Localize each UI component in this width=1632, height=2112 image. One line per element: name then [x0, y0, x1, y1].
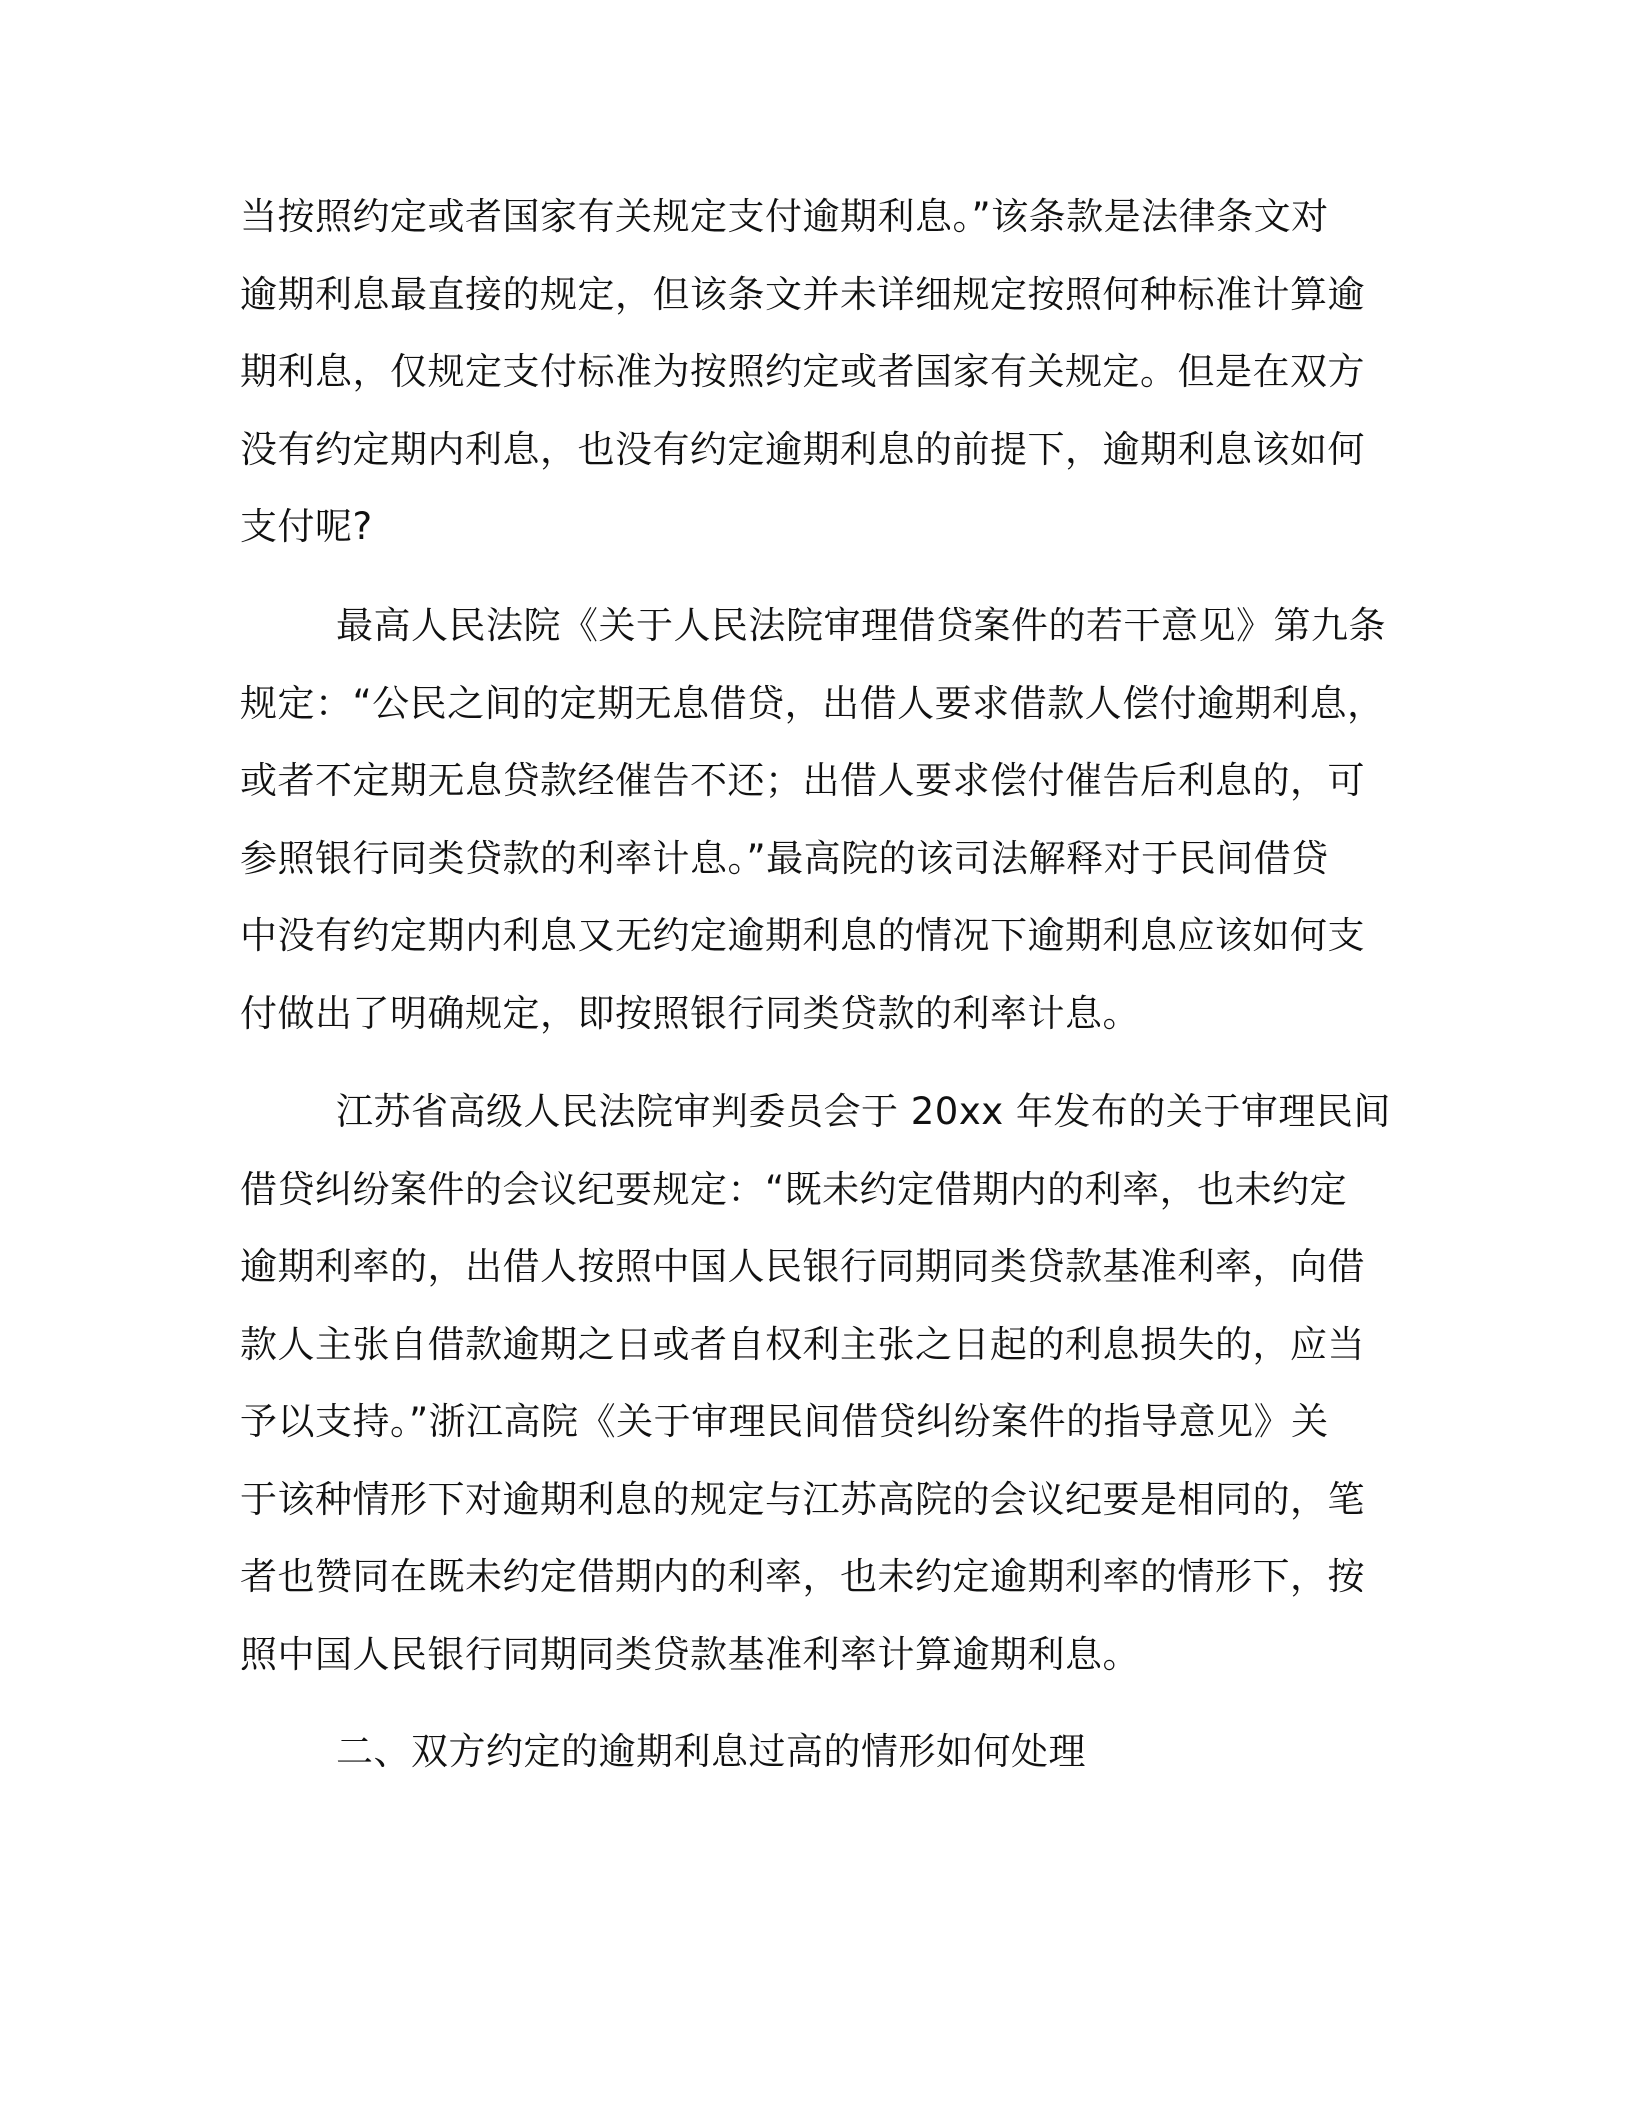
paragraph-1 — [240, 178, 1380, 566]
paragraph-line: 江苏省高级人民法院审判委员会于 20xx 年发布的关于审理民间 — [336, 1090, 1391, 1133]
paragraph-line: 期利息，仅规定支付标准为按照约定或者国家有关规定。但是在双方 — [240, 350, 1365, 393]
paragraph-line: 款人主张自借款逾期之日或者自权利主张之日起的利息损失的，应当 — [240, 1322, 1365, 1366]
paragraph-line: 或者不定期无息贷款经催告不还；出借人要求偿付催告后利息的，可 — [240, 759, 1365, 802]
paragraph-line: 于该种情形下对逾期利息的规定与江苏高院的会议纪要是相同的，笔 — [240, 1477, 1365, 1521]
paragraph-line: 当按照约定或者国家有关规定支付逾期利息。”该条款是法律条文对 — [240, 195, 1329, 238]
paragraph-line: 逾期利率的，出借人按照中国人民银行同期同类贷款基准利率，向借 — [240, 1245, 1365, 1288]
paragraph-line: 没有约定期内利息，也没有约定逾期利息的前提下，逾期利息该如何 — [240, 427, 1365, 471]
paragraph-line: 者也赞同在既未约定借期内的利率，也未约定逾期利率的情形下，按 — [240, 1555, 1365, 1598]
section-heading-text: 二、双方约定的逾期利息过高的情形如何处理 — [336, 1730, 1086, 1773]
paragraph-line: 最高人民法院《关于人民法院审理借贷案件的若干意见》第九条 — [336, 604, 1386, 647]
paragraph-3 — [240, 1073, 1391, 1693]
paragraph-line: 照中国人民银行同期同类贷款基准利率计算逾期利息。 — [240, 1632, 1140, 1676]
paragraph-line: 规定：“公民之间的定期无息借贷，出借人要求借款人偿付逾期利息， — [240, 681, 1385, 725]
paragraph-line: 付做出了明确规定，即按照银行同类贷款的利率计息。 — [240, 991, 1140, 1035]
paragraph-line: 逾期利息最直接的规定，但该条文并未详细规定按照何种标准计算逾 — [240, 272, 1365, 316]
paragraph-line: 参照银行同类贷款的利率计息。”最高院的该司法解释对于民间借贷 — [240, 836, 1329, 880]
paragraph-line: 中没有约定期内利息又无约定逾期利息的情况下逾期利息应该如何支 — [240, 914, 1365, 957]
paragraph-2 — [240, 587, 1386, 1052]
section-heading — [240, 1713, 1380, 1791]
paragraph-line: 予以支持。”浙江高院《关于审理民间借贷纠纷案件的指导意见》关 — [240, 1400, 1329, 1443]
paragraph-line: 支付呢? — [240, 505, 373, 548]
paragraph-line: 借贷纠纷案件的会议纪要规定：“既未约定借期内的利率，也未约定 — [240, 1167, 1348, 1211]
